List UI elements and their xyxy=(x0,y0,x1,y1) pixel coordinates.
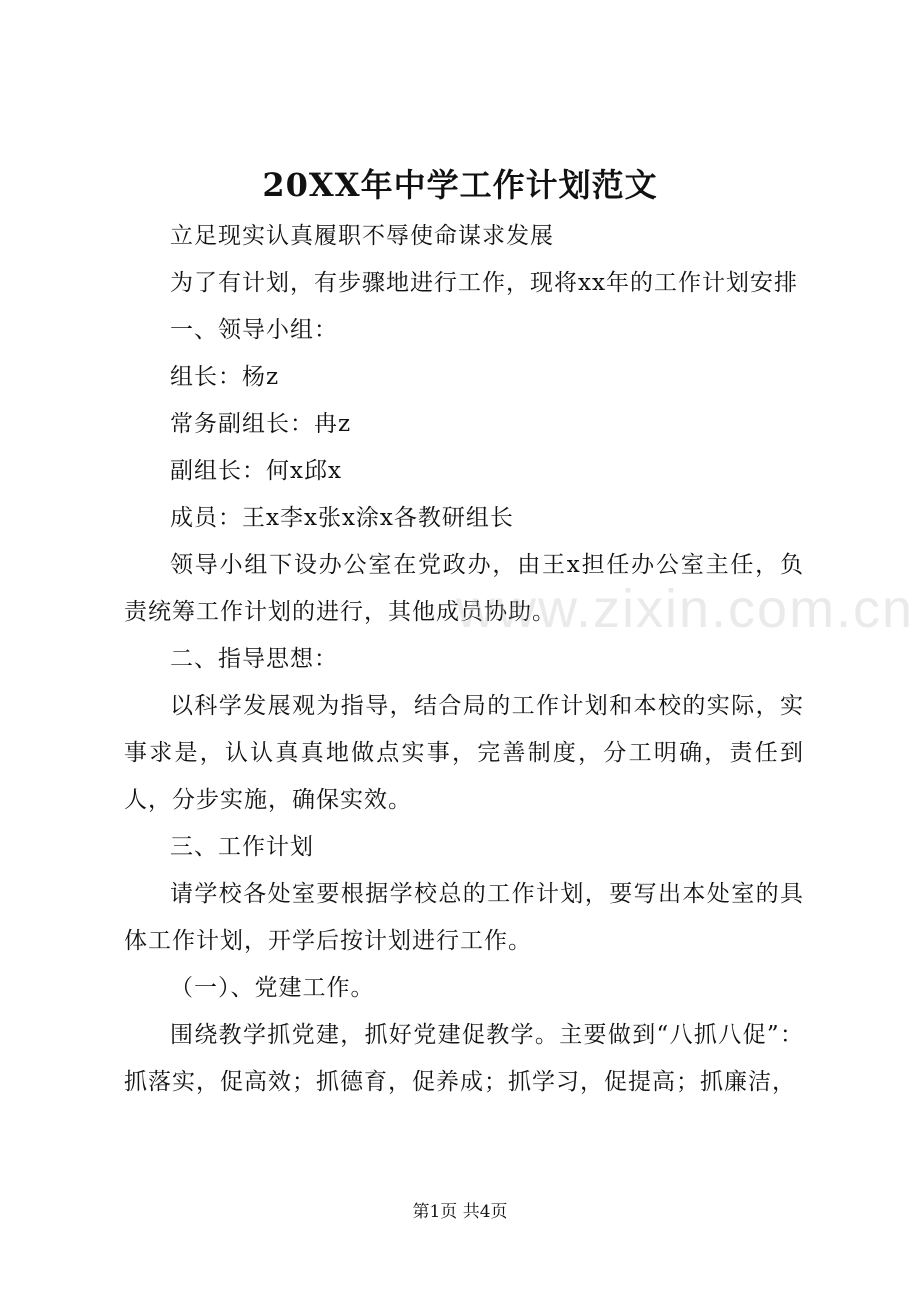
watermark: www.zixin.com.cn xyxy=(456,579,915,639)
paragraph: 围绕教学抓党建，抓好党建促教学。主要做到“八抓八促”：抓落实，促高效；抓德育，促养成；抓学习，促提高；抓廉洁， xyxy=(124,1022,804,1095)
paragraph: 二、指导思想： xyxy=(170,646,338,672)
paragraph: 领导小组下设办公室在党政办，由王x担任办公室主任，负责统筹工作计划的进行，其他成员协助。 xyxy=(124,552,804,625)
paragraph: 三、工作计划 xyxy=(170,834,314,860)
paragraph: 以科学发展观为指导，结合局的工作计划和本校的实际，实事求是，认认真真地做点实事，完善制度，分工明确，责任到人，分步实施，确保实效。 xyxy=(124,693,804,813)
paragraph: 成员：王x李x张x涂x各教研组长 xyxy=(170,505,514,531)
paragraph: 常务副组长：冉z xyxy=(170,411,352,437)
paragraph: 副组长：何x邱x xyxy=(170,458,342,484)
page-footer: 第1页 共4页 xyxy=(412,1202,508,1222)
paragraph: 组长：杨z xyxy=(170,364,280,390)
document-body xyxy=(124,213,804,1106)
paragraph: 立足现实认真履职不辱使命谋求发展 xyxy=(170,223,554,249)
paragraph: （一）、党建工作。 xyxy=(170,975,375,1001)
document-title: 20XX年中学工作计划范文 xyxy=(262,166,658,204)
paragraph: 请学校各处室要根据学校总的工作计划，要写出本处室的具体工作计划，开学后按计划进行工作。 xyxy=(124,881,804,954)
paragraph: 一、领导小组： xyxy=(170,317,338,343)
paragraph: 为了有计划，有步骤地进行工作，现将xx年的工作计划安排 xyxy=(170,270,798,296)
